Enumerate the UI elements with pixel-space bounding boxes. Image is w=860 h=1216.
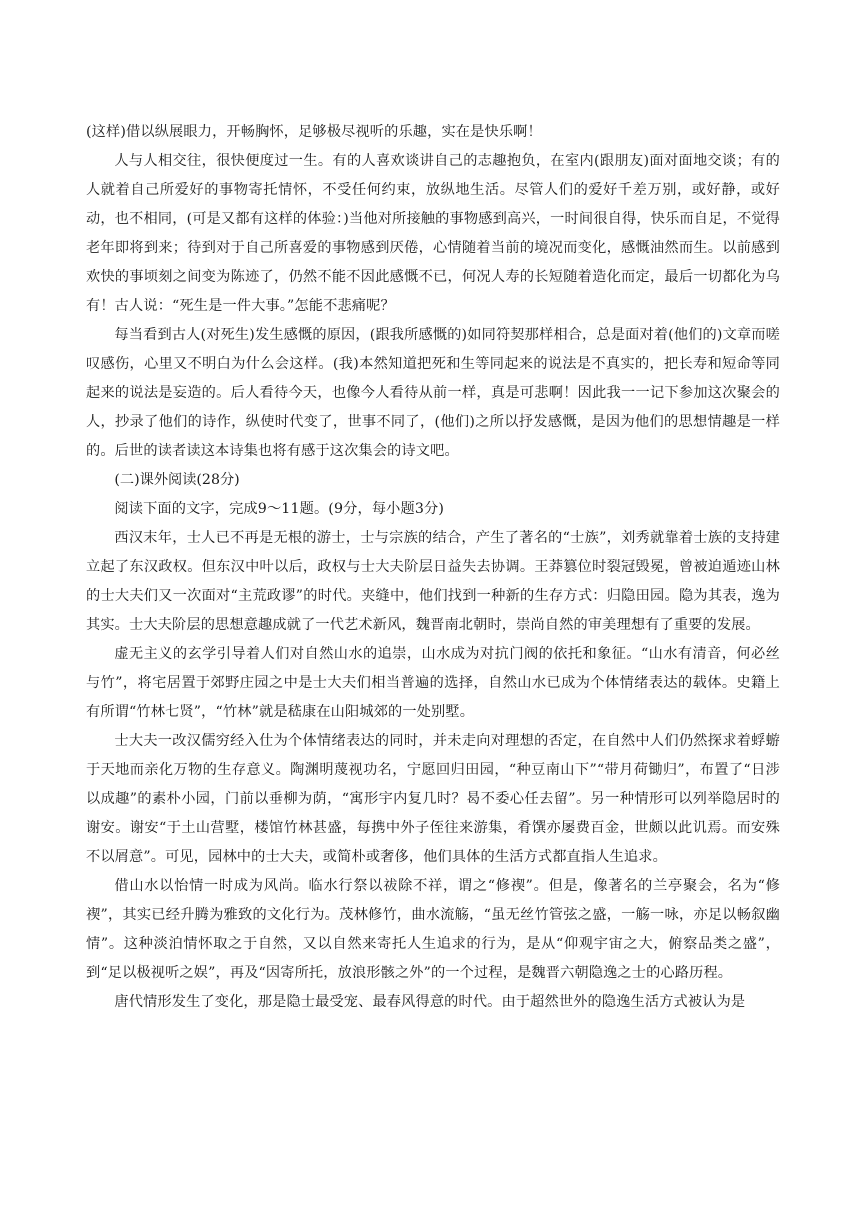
paragraph-translation-end: (这样)借以纵展眼力，开畅胸怀，足够极尽视听的乐趣，实在是快乐啊！ (86, 124, 542, 140)
paragraph-translation-life: 人与人相交往，很快便度过一生。有的人喜欢谈讲自己的志趣抱负，在室内(跟朋友)面对面地交谈；有的人就着自己所爱好的事物寄托情怀，不受任何约束，放纵地生活。尽管人们的爱好千差万别，或好静，或好动，也不相同，(可是又都有这样的体验：)当他对所接触的事物感到高兴，一时间很自得，快乐而自足，不觉得老年即将到来；待到对于自己所喜爱的事物感到厌倦，心情随着当前的境况而变化，感慨油然而生。以前感到欢快的事顷刻之间变为陈迹了，仍然不能不因此感慨不已，何况人寿的长短随着造化而定，最后一切都化为乌有！古人说：“死生是一件大事。”怎能不悲痛呢？ (86, 153, 780, 314)
passage-paragraph-4: 借山水以怡情一时成为风尚。临水行祭以祓除不祥，谓之“修禊”。但是，像著名的兰亭聚会，名为“修禊”，其实已经升腾为雅致的文化行为。茂林修竹，曲水流觞，“虽无丝竹管弦之盛，一觞一咏，亦足以畅叙幽情”。这种淡泊情怀取之于自然，又以自然来寄托人生追求的行为，是从“仰观宇宙之大，俯察品类之盛”，到“足以极视听之娱”，再及“因寄所托，放浪形骸之外”的一个过程，是魏晋六朝隐逸之士的心路历程。 (86, 878, 780, 981)
passage-paragraph-1: 西汉末年，士人已不再是无根的游士，士与宗族的结合，产生了著名的“士族”，刘秀就靠着士族的支持建立起了东汉政权。但东汉中叶以后，政权与士大夫阶层日益失去协调。王莽篡位时裂冠毁冕，曾被迫遁迹山林的士大夫们又一次面对“主荒政谬”的时代。夹缝中，他们找到一种新的生存方式：归隐田园。隐为其表，逸为其实。士大夫阶层的思想意趣成就了一代艺术新风，魏晋南北朝时，崇尚自然的审美理想有了重要的发展。 (86, 530, 780, 633)
paragraph-translation-ancients: 每当看到古人(对死生)发生感慨的原因，(跟我所感慨的)如同符契那样相合，总是面对着(他们的)文章而嗟叹感伤，心里又不明白为什么会这样。(我)本然知道把死和生等同起来的说法是不真实的，把长寿和短命等同起来的说法是妄造的。后人看待今天，也像今人看待从前一样，真是可悲啊！因此我一一记下参加这次聚会的人，抄录了他们的诗作，纵使时代变了，世事不同了，(他们)之所以抒发感慨，是因为他们的思想情趣是一样的。后世的读者读这本诗集也将有感于这次集会的诗文吧。 (86, 327, 780, 459)
document-page (86, 118, 780, 1017)
passage-paragraph-2: 虚无主义的玄学引导着人们对自然山水的追崇，山水成为对抗门阀的依托和象征。“山水有清音，何必丝与竹”，将宅居置于郊野庄园之中是士大夫们相当普遍的选择，自然山水已成为个体情绪表达的载体。史籍上有所谓“竹林七贤”，“竹林”就是嵇康在山阳城郊的一处别墅。 (86, 646, 780, 720)
passage-paragraph-5: 唐代情形发生了变化，那是隐士最受宠、最春风得意的时代。由于超然世外的隐逸生活方式被认为是 (114, 994, 746, 1010)
reading-instructions: 阅读下面的文字，完成9～11题。(9分，每小题3分) (114, 501, 445, 517)
section-heading-extracurricular: (二)课外阅读(28分) (114, 472, 240, 488)
passage-paragraph-3: 士大夫一改汉儒穷经入仕为个体情绪表达的同时，并未走向对理想的否定，在自然中人们仍然探求着蜉蝣于天地而亲化万物的生存意义。陶渊明蔑视功名，宁愿回归田园，“种豆南山下”“带月荷锄归”，布置了“日涉以成趣”的素朴小园，门前以垂柳为荫，“寓形宇内复几时？曷不委心任去留”。另一种情形可以列举隐居时的谢安。谢安“于土山营墅，楼馆竹林甚盛，每携中外子侄往来游集，肴馔亦屡费百金，世颇以此讥焉。而安殊不以屑意”。可见，园林中的士大夫，或简朴或奢侈，他们具体的生活方式都直指人生追求。 (86, 733, 780, 865)
